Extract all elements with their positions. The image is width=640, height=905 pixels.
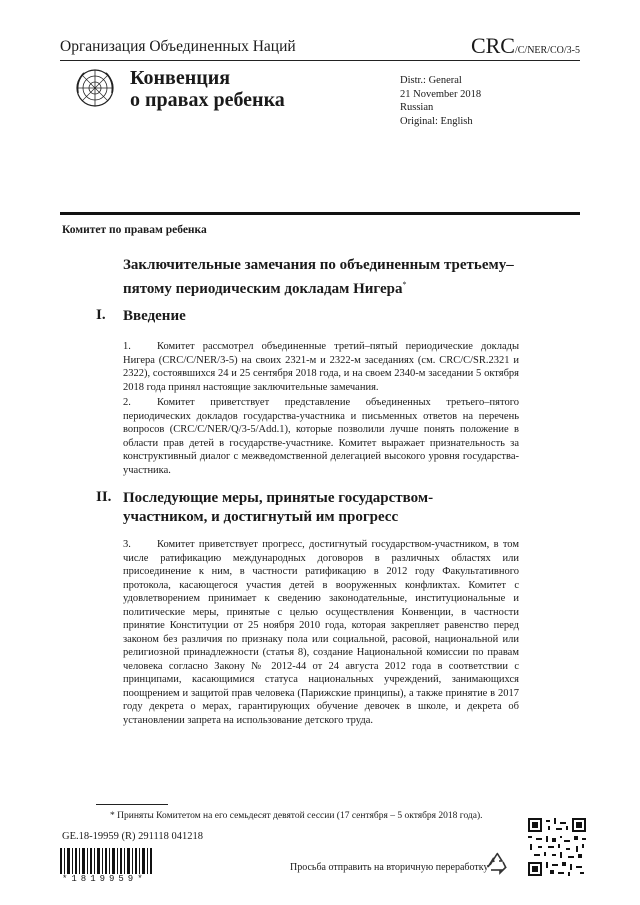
paragraph-number: 3. <box>123 539 131 550</box>
paragraph <box>123 538 519 727</box>
barcode-icon <box>60 848 152 874</box>
footnote-rule <box>96 804 168 805</box>
un-emblem-icon <box>74 67 116 109</box>
header-rule <box>60 60 580 61</box>
paragraph-number: 1. <box>123 341 131 352</box>
committee-name: Комитет по правам ребенка <box>62 224 207 236</box>
document-symbol <box>471 33 580 59</box>
header-thick-rule <box>60 212 580 215</box>
section-number: I. <box>96 307 106 323</box>
distribution-meta <box>400 74 481 128</box>
recycle-request: Просьба отправить на вторичную переработку <box>290 862 489 873</box>
title-text: Заключительные замечания по объединенным третьему–пятому периодическим докладам Нигера <box>123 257 514 297</box>
convention-line-2: о правах ребенка <box>130 89 285 111</box>
section-number: II. <box>96 489 112 505</box>
paragraph <box>123 396 519 477</box>
title-footnote-mark: * <box>402 280 407 289</box>
paragraph-text: Комитет рассмотрел объединенные третий–пятый периодические доклады Нигера (CRC/C/NER/3-5) на своих 2321-м и 2322-м заседаниях (см. CRC/C/SR.2321 и 2322), состоявшихся 24 и 25 сентября 2018 года, и на своем 2340-м заседании 5 октября 2018 года принял настоящие заключительные замечания. <box>123 341 519 393</box>
paragraph-text: Комитет приветствует прогресс, достигнутый государством-участником, в том числе ратификацию международных договоров в различных областях или присоединение к ним, в частности ратификацию в 2012 году Факультативного протокола, касающегося участия детей в вооруженных конфликтах. Комитет с удовлетворением принимает к сведению законодательные, институциональные и политические меры, принятые с целью осуществления Конвенции, в частности принятие Конституции от 25 ноября 2010 года, которая закрепляет равенство перед законом без различия по признаку пола или социальной, расовой, национальной или религиозной принадлежности (статья 8), создание Национальной комиссии по правам человека согласно Закону № 2012-44 от 24 августа 2012 года в соответствии с принципами, касающимися статуса национальных учреждений, занимающихся поощрением и защитой прав человека (Парижские принципы), а также принятие в 2017 году декрета о мерах, гарантирующих обучение девочек в школе, и декрета об установлении запрета на использование детского труда. <box>123 539 519 726</box>
document-title <box>123 256 523 299</box>
symbol-sub: /C/NER/CO/3-5 <box>514 45 580 56</box>
section-title: Введение <box>123 308 186 324</box>
convention-title <box>130 67 285 111</box>
meta-original: Original: English <box>400 115 473 127</box>
organization-name: Организация Объединенных Наций <box>60 38 296 55</box>
meta-distr: Distr.: General <box>400 75 462 86</box>
meta-date: 21 November 2018 <box>400 88 482 100</box>
symbol-main: CRC <box>470 33 515 58</box>
job-number: GE.18-19959 (R) 291118 041218 <box>62 831 203 842</box>
paragraph-text: Комитет приветствует представление объединенных третьего–пятого периодических докладов государства-участника и письменных ответов на перечень вопросов (CRC/C/NER/Q/3-5/Add.1), которые позволили лучше понять положение в области прав детей в государстве-участнике. Комитет выражает признательность за конструктивный диалог с межведомственной делегацией высокого уровня государства-участника. <box>123 397 519 476</box>
recycle-icon <box>484 850 510 876</box>
paragraph-number: 2. <box>123 397 131 408</box>
footnote: * Приняты Комитетом на его семьдесят девятой сессии (17 сентября – 5 октября 2018 года). <box>110 811 483 821</box>
meta-language: Russian <box>400 102 434 113</box>
section-title: Последующие меры, принятые государством-участником, и достигнутый им прогресс <box>123 490 434 525</box>
paragraph <box>123 340 519 394</box>
qr-code-icon <box>528 818 586 876</box>
convention-line-1: Конвенция <box>130 67 231 89</box>
barcode-number: *1819959* <box>62 874 147 884</box>
